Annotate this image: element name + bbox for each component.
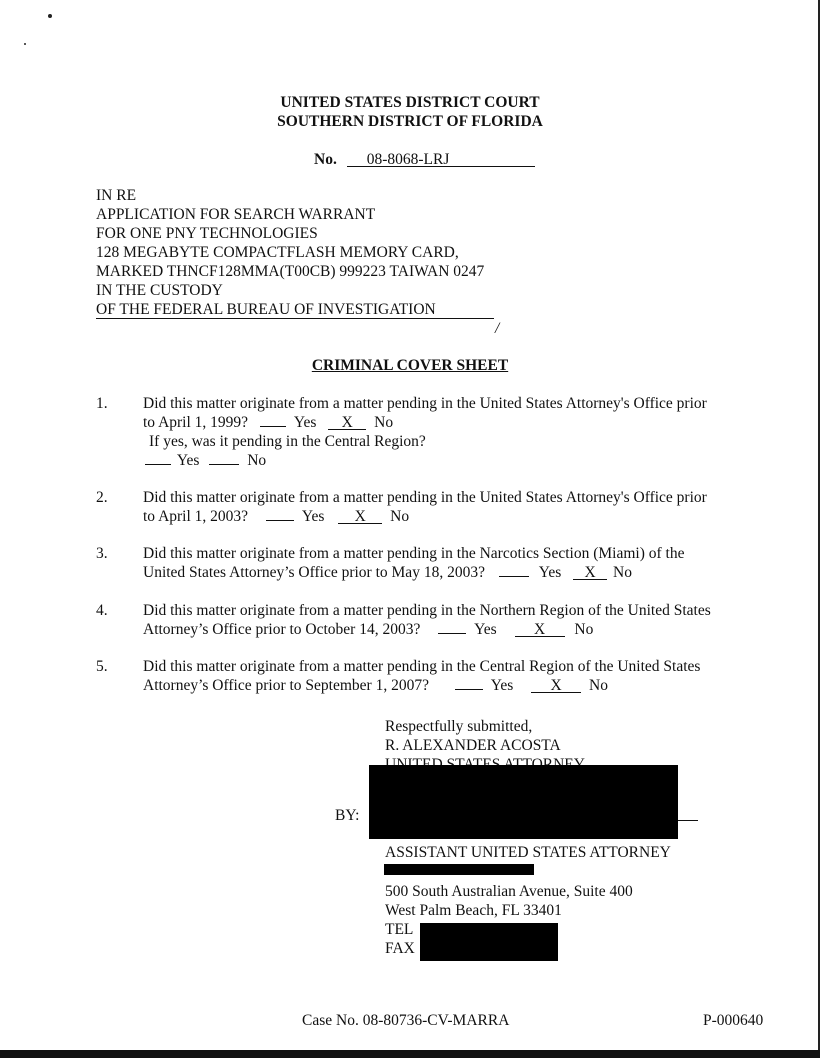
question-prefix: Attorney’s Office prior to September 1, 2007? xyxy=(143,677,429,694)
yes-blank xyxy=(145,451,171,465)
answer-mark: X xyxy=(515,623,565,637)
question-number: 2. xyxy=(96,489,108,506)
yes-blank xyxy=(455,676,483,690)
footer-case-number: Case No. 08-80736-CV-MARRA xyxy=(302,1012,510,1029)
question-number: 1. xyxy=(96,395,108,412)
question-number: 5. xyxy=(96,658,108,675)
yes-label: Yes xyxy=(490,677,514,694)
signature-closing: Respectfully submitted, xyxy=(385,718,533,735)
by-label: BY: xyxy=(335,807,360,824)
no-label: No xyxy=(374,414,394,431)
fax-label: FAX xyxy=(385,940,415,957)
answer-mark: X xyxy=(328,416,366,430)
signature-line-end xyxy=(678,820,698,821)
question-number: 3. xyxy=(96,545,108,562)
answer-mark: X xyxy=(338,510,382,524)
question-answer-line xyxy=(143,413,393,432)
no-label: No xyxy=(247,452,267,469)
yes-blank xyxy=(499,563,529,577)
signer-role: ASSISTANT UNITED STATES ATTORNEY xyxy=(385,844,671,861)
question-text: Did this matter originate from a matter pending in the Northern Region of the United States xyxy=(143,602,711,619)
yes-label: Yes xyxy=(176,452,200,469)
phone-fax-redaction xyxy=(420,923,558,961)
caption-rule xyxy=(96,318,494,319)
yes-blank xyxy=(438,620,466,634)
court-district: SOUTHERN DISTRICT OF FLORIDA xyxy=(277,113,543,130)
bar-number-redaction xyxy=(384,864,534,875)
question-answer-line xyxy=(143,507,409,526)
case-number xyxy=(314,150,535,169)
address-city: West Palm Beach, FL 33401 xyxy=(385,902,562,919)
caption-line: 128 MEGABYTE COMPACTFLASH MEMORY CARD, xyxy=(96,244,459,261)
signer-name: R. ALEXANDER ACOSTA xyxy=(385,737,561,754)
footer-bates-number: P-000640 xyxy=(703,1012,764,1029)
question-answer-line xyxy=(143,563,632,582)
caption-line: APPLICATION FOR SEARCH WARRANT xyxy=(96,206,376,223)
question-prefix: Attorney’s Office prior to October 14, 2003? xyxy=(143,621,421,638)
caption-line: FOR ONE PNY TECHNOLOGIES xyxy=(96,225,318,242)
yes-label: Yes xyxy=(293,414,317,431)
court-name: UNITED STATES DISTRICT COURT xyxy=(280,94,540,111)
question-text: Did this matter originate from a matter pending in the Central Region of the United States xyxy=(143,658,701,675)
caption-line: IN THE CUSTODY xyxy=(96,282,223,299)
case-number-value: 08-8068-LRJ xyxy=(347,153,535,167)
no-label: No xyxy=(613,564,632,581)
question-prefix: United States Attorney’s Office prior to May 18, 2003? xyxy=(143,564,485,581)
caption-line: MARKED THNCF128MMA(T00CB) 999223 TAIWAN 0247 xyxy=(96,263,485,280)
yes-label: Yes xyxy=(301,508,325,525)
yes-blank xyxy=(260,413,286,427)
followup-answer-line xyxy=(145,451,266,470)
no-label: No xyxy=(589,677,608,694)
caption-slash: / xyxy=(495,320,500,337)
scan-edge-bottom xyxy=(0,1050,820,1058)
caption-line: OF THE FEDERAL BUREAU OF INVESTIGATION xyxy=(96,301,436,318)
question-prefix: to April 1, 2003? xyxy=(143,508,249,525)
no-label: No xyxy=(574,621,594,638)
answer-mark: X xyxy=(573,566,607,580)
question-answer-line xyxy=(143,620,593,639)
scan-speck xyxy=(24,43,26,45)
no-blank xyxy=(209,451,239,465)
scan-speck xyxy=(48,14,52,18)
question-prefix: to April 1, 1999? xyxy=(143,414,249,431)
yes-label: Yes xyxy=(474,621,497,638)
followup-question: If yes, was it pending in the Central Region? xyxy=(149,433,426,450)
document-title: CRIMINAL COVER SHEET xyxy=(311,357,509,374)
yes-blank xyxy=(266,507,294,521)
question-text: Did this matter originate from a matter pending in the United States Attorney's Office prior xyxy=(143,395,707,412)
tel-label: TEL xyxy=(385,921,414,938)
yes-label: Yes xyxy=(538,564,562,581)
question-answer-line xyxy=(143,676,608,695)
answer-mark: X xyxy=(531,679,581,693)
question-text: Did this matter originate from a matter pending in the Narcotics Section (Miami) of the xyxy=(143,545,685,562)
case-number-label: No. xyxy=(314,151,337,168)
signature-redaction xyxy=(369,765,678,839)
question-text: Did this matter originate from a matter pending in the United States Attorney's Office prior xyxy=(143,489,707,506)
caption-line: IN RE xyxy=(96,187,137,204)
question-number: 4. xyxy=(96,602,108,619)
no-label: No xyxy=(390,508,410,525)
address-line: 500 South Australian Avenue, Suite 400 xyxy=(385,883,633,900)
